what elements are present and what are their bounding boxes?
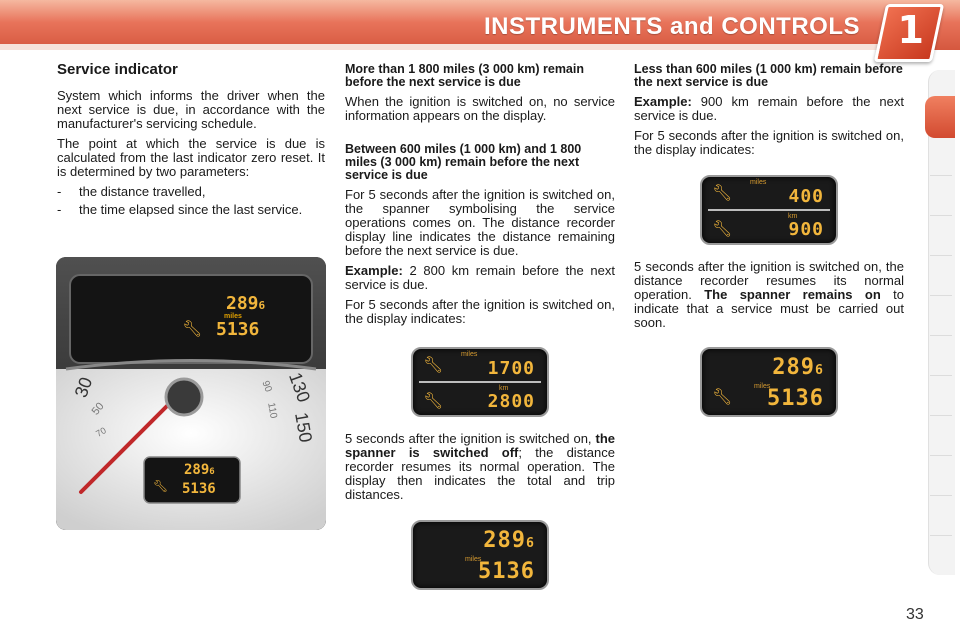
chapter-tab-divider [930, 335, 952, 336]
column-1 [57, 63, 325, 221]
display-bottom-value: 2800 [487, 391, 535, 412]
column-3 [634, 63, 904, 163]
display-bottom-value: 900 [788, 219, 824, 240]
spanner-icon: 🔧︎ [153, 479, 169, 493]
display-unit: miles [750, 179, 767, 186]
chapter-number: 1 [897, 8, 924, 52]
chapter-tab-strip [928, 70, 955, 575]
display-total-int: 289 [483, 528, 527, 553]
paragraph [634, 95, 904, 123]
text-run: ; the distance recorder resumes its normal operation. The display then indicates the total and trip distances. [345, 445, 615, 502]
display-total [772, 355, 824, 380]
spanner-icon: 🔧︎ [712, 185, 733, 202]
display-unit: km [788, 213, 798, 220]
example-text: 900 km remain before the next service is due. [634, 94, 904, 123]
service-display-2 [411, 520, 549, 590]
chapter-tab-divider [930, 215, 952, 216]
paragraph [634, 260, 904, 330]
display-unit: miles [754, 383, 771, 390]
display-divider [419, 381, 541, 383]
chapter-tab-divider [930, 255, 952, 256]
subheading: More than 1 800 miles (3 000 km) remain before the next service is due [345, 62, 584, 89]
chapter-tab-divider [930, 175, 952, 176]
display-total [483, 528, 535, 553]
spanner-icon: 🔧︎ [712, 221, 733, 238]
column-2-lower [345, 432, 615, 508]
paragraph [345, 264, 615, 292]
header-divider [0, 44, 880, 50]
display-trip: 5136 [767, 386, 824, 411]
list-item [57, 185, 325, 199]
display-unit: miles [461, 351, 478, 358]
chapter-tab-divider [930, 415, 952, 416]
dial-tick-label: 30 [70, 374, 97, 401]
column-2 [345, 63, 615, 332]
dial-tick-label: 150 [291, 410, 316, 444]
paragraph: For 5 seconds after the ignition is switched on, the spanner symbolising the service operations comes on. The distance recorder display line indicates the distance remaining before the next service is due. [345, 187, 615, 258]
list-dash: - [57, 184, 62, 199]
service-display-4 [700, 347, 838, 417]
spanner-icon: 🔧︎ [182, 321, 203, 338]
text-run-bold: The spanner remains on [704, 287, 881, 302]
text-run: 5 seconds after the ignition is switched on, the distance recorder resumes its normal operation. [634, 259, 904, 302]
needle-hub [166, 379, 202, 415]
spanner-icon: 🔧︎ [712, 389, 733, 406]
cluster-upper-trip: 5136 [216, 319, 260, 340]
service-display-1 [411, 347, 549, 417]
paragraph: When the ignition is switched on, no service information appears on the display. [345, 94, 615, 123]
dial-tick-label: 70 [94, 425, 108, 439]
chapter-tab-divider [930, 295, 952, 296]
paragraph: System which informs the driver when the next service is due, in accordance with the manufacturer's servicing schedule. [57, 88, 325, 131]
display-unit: miles [465, 556, 482, 563]
paragraph: For 5 seconds after the ignition is switched on, the display indicates: [634, 128, 904, 157]
paragraph: The point at which the service is due is calculated from the last indicator zero reset. It is determined by two parameters: [57, 136, 325, 179]
paragraph: For 5 seconds after the ignition is switched on, the display indicates: [345, 297, 615, 326]
display-total-int: 289 [772, 355, 816, 380]
service-display-3 [700, 175, 838, 245]
paragraph [345, 432, 615, 502]
chapter-tab-divider [930, 375, 952, 376]
dial-tick-label: 110 [265, 401, 279, 420]
subheading: Less than 600 miles (1 000 km) remain before the next service is due [634, 62, 903, 89]
page-title: INSTRUMENTS and CONTROLS [484, 13, 860, 40]
dial-tick-label: 90 [259, 379, 274, 394]
text-run-bold: the spanner is switched off [345, 431, 615, 460]
cluster-lower-trip: 5136 [182, 481, 216, 497]
spanner-icon: 🔧︎ [423, 393, 444, 410]
display-unit: km [499, 385, 509, 392]
display-total-dec: 6 [526, 536, 535, 551]
spanner-icon: 🔧︎ [423, 357, 444, 374]
list-item-text: the time elapsed since the last service. [79, 202, 303, 217]
dial-tick-label: 50 [89, 400, 107, 418]
display-trip: 5136 [478, 559, 535, 584]
chapter-tab-active[interactable] [925, 96, 955, 138]
page-number: 33 [906, 606, 924, 623]
subheading: Between 600 miles (1 000 km) and 1 800 miles (3 000 km) remain before the next service is due [345, 142, 582, 182]
display-total-dec: 6 [815, 363, 824, 378]
chapter-tab-divider [930, 455, 952, 456]
example-label: Example: [634, 94, 692, 109]
text-run: 5 seconds after the ignition is switched on, [345, 431, 596, 446]
list-dash: - [57, 202, 62, 217]
example-text: 2 800 km remain before the next service is due. [345, 263, 615, 292]
dial-tick-label: 130 [284, 369, 315, 405]
display-top-value: 400 [788, 186, 824, 207]
chapter-tab-divider [930, 535, 952, 536]
cluster-lower-total-dec: 6 [209, 467, 215, 477]
cluster-upper-total [226, 293, 265, 314]
cluster-lower-total-int: 289 [184, 462, 210, 478]
list-item-text: the distance travelled, [79, 184, 206, 199]
column-3-lower [634, 260, 904, 336]
instrument-cluster-photo [56, 257, 326, 530]
cluster-total-dec: 6 [258, 299, 266, 312]
cluster-unit: miles [224, 313, 242, 320]
cluster-total-int: 289 [226, 293, 259, 314]
text-run: to indicate that a service must be carried out soon. [634, 287, 904, 330]
example-label: Example: [345, 263, 403, 278]
cluster-lower-total [184, 462, 215, 478]
chapter-tab-divider [930, 495, 952, 496]
list-item [57, 203, 325, 217]
section-title: Service indicator [57, 61, 178, 78]
display-divider [708, 209, 830, 211]
display-top-value: 1700 [487, 358, 535, 379]
